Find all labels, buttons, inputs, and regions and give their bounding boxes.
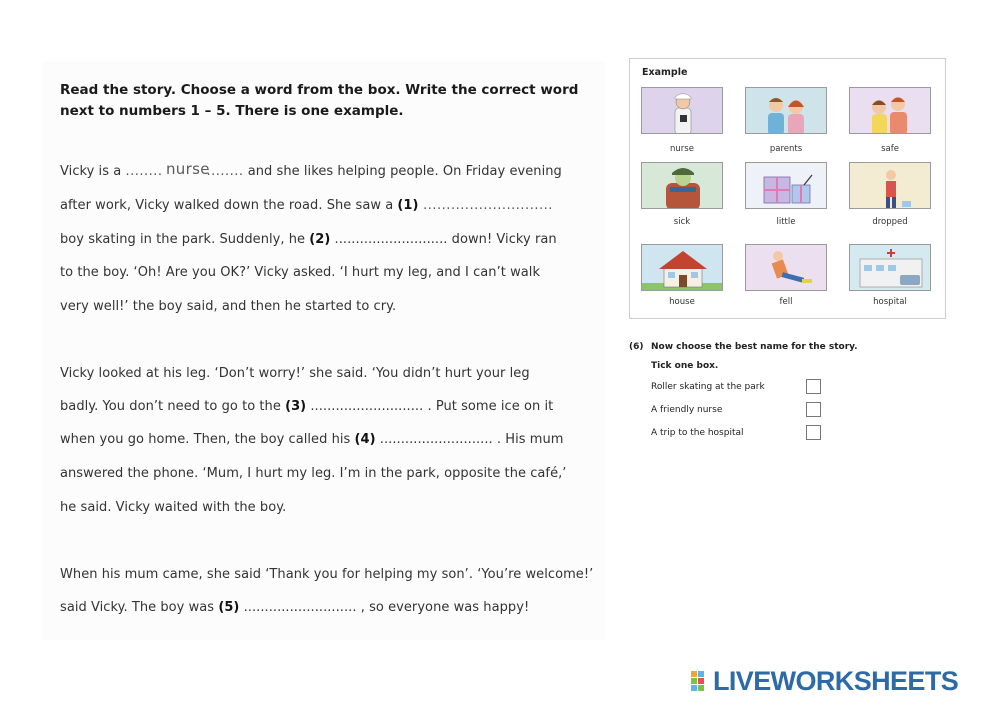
story-line-12 (60, 600, 529, 615)
nurse-picture (641, 87, 723, 134)
answer-blank-3[interactable]: ........................... . Put some ice on it (306, 399, 554, 414)
answer-blank-4[interactable]: ........................... . His mum (375, 432, 564, 447)
blank-number-1: (1) (397, 198, 419, 213)
blank-number-4: (4) (354, 432, 376, 447)
instructions (60, 80, 595, 122)
liveworksheets-logo-icon (691, 669, 711, 693)
story-text: after work, Vicky walked down the road. She saw a (60, 198, 398, 213)
story-line-2 (60, 198, 553, 213)
story-text: Vicky is a (60, 164, 126, 179)
story-line-10: he said. Vicky waited with the boy. (60, 500, 287, 515)
story-line-4: to the boy. ‘Oh! Are you OK?’ Vicky asked. ‘I hurt my leg, and I can’t walk (60, 265, 541, 280)
option-3-checkbox[interactable] (806, 425, 821, 440)
option-3-label: A trip to the hospital (651, 428, 744, 438)
word-safe: safe (881, 144, 899, 154)
story-line-3 (60, 232, 557, 247)
story-text: boy skating in the park. Suddenly, he (60, 232, 310, 247)
answer-blank-5[interactable]: ........................... , so everyone was happy! (239, 600, 530, 615)
house-picture (641, 244, 723, 291)
safe-picture (849, 87, 931, 134)
word-dropped: dropped (872, 217, 908, 227)
option-1-label: Roller skating at the park (651, 382, 765, 392)
blank-number-3: (3) (285, 399, 307, 414)
little-picture (745, 162, 827, 209)
word-sick: sick (673, 217, 691, 227)
story-line-5: very well!’ the boy said, and then he started to cry. (60, 299, 397, 314)
liveworksheets-logo (691, 666, 958, 696)
word-little: little (776, 217, 796, 227)
liveworksheets-logo-text: LIVEWORKSHEETS (713, 666, 959, 696)
question-6-prompt: Now choose the best name for the story. (651, 342, 858, 352)
dropped-picture (849, 162, 931, 209)
story-panel (42, 62, 605, 640)
word-parents: parents (769, 144, 803, 154)
blank-dots: ........ (125, 164, 163, 179)
story-text: badly. You don’t need to go to the (60, 399, 286, 414)
hospital-picture (849, 244, 931, 291)
answer-blank-2[interactable]: ........................... down! Vicky ran (330, 232, 557, 247)
story-line-7 (60, 399, 553, 414)
question-6-number: (6) (629, 342, 644, 352)
blank-dots: ........ (206, 164, 244, 179)
word-house: house (669, 297, 695, 307)
blank-number-5: (5) (218, 600, 240, 615)
option-2-checkbox[interactable] (806, 402, 821, 417)
fell-picture (745, 244, 827, 291)
story-line-1 (60, 164, 562, 179)
question-6-tick-instruction: Tick one box. (651, 361, 719, 371)
answer-blank-1[interactable]: ............................ (418, 198, 553, 213)
story-line-8 (60, 432, 564, 447)
word-fell: fell (779, 297, 793, 307)
word-hospital: hospital (873, 297, 907, 307)
sick-picture (641, 162, 723, 209)
story-text: and she likes helping people. On Friday evening (243, 164, 562, 179)
blank-number-2: (2) (309, 232, 331, 247)
example-title: Example (642, 67, 688, 78)
story-line-6: Vicky looked at his leg. ‘Don’t worry!’ she said. ‘You didn’t hurt your leg (60, 366, 530, 381)
instructions-line-2: next to numbers 1 – 5. There is one example. (60, 103, 404, 119)
story-line-11: When his mum came, she said ‘Thank you for helping my son’. ‘You’re welcome!’ (60, 567, 594, 582)
story-line-9: answered the phone. ‘Mum, I hurt my leg. I’m in the park, opposite the café,’ (60, 466, 567, 481)
story-text: when you go home. Then, the boy called his (60, 432, 355, 447)
example-answer: nurse (166, 160, 210, 178)
option-1-checkbox[interactable] (806, 379, 821, 394)
instructions-line-1: Read the story. Choose a word from the box. Write the correct word (60, 82, 579, 98)
word-nurse: nurse (670, 144, 694, 154)
option-2-label: A friendly nurse (651, 405, 723, 415)
story-text: said Vicky. The boy was (60, 600, 219, 615)
parents-picture (745, 87, 827, 134)
